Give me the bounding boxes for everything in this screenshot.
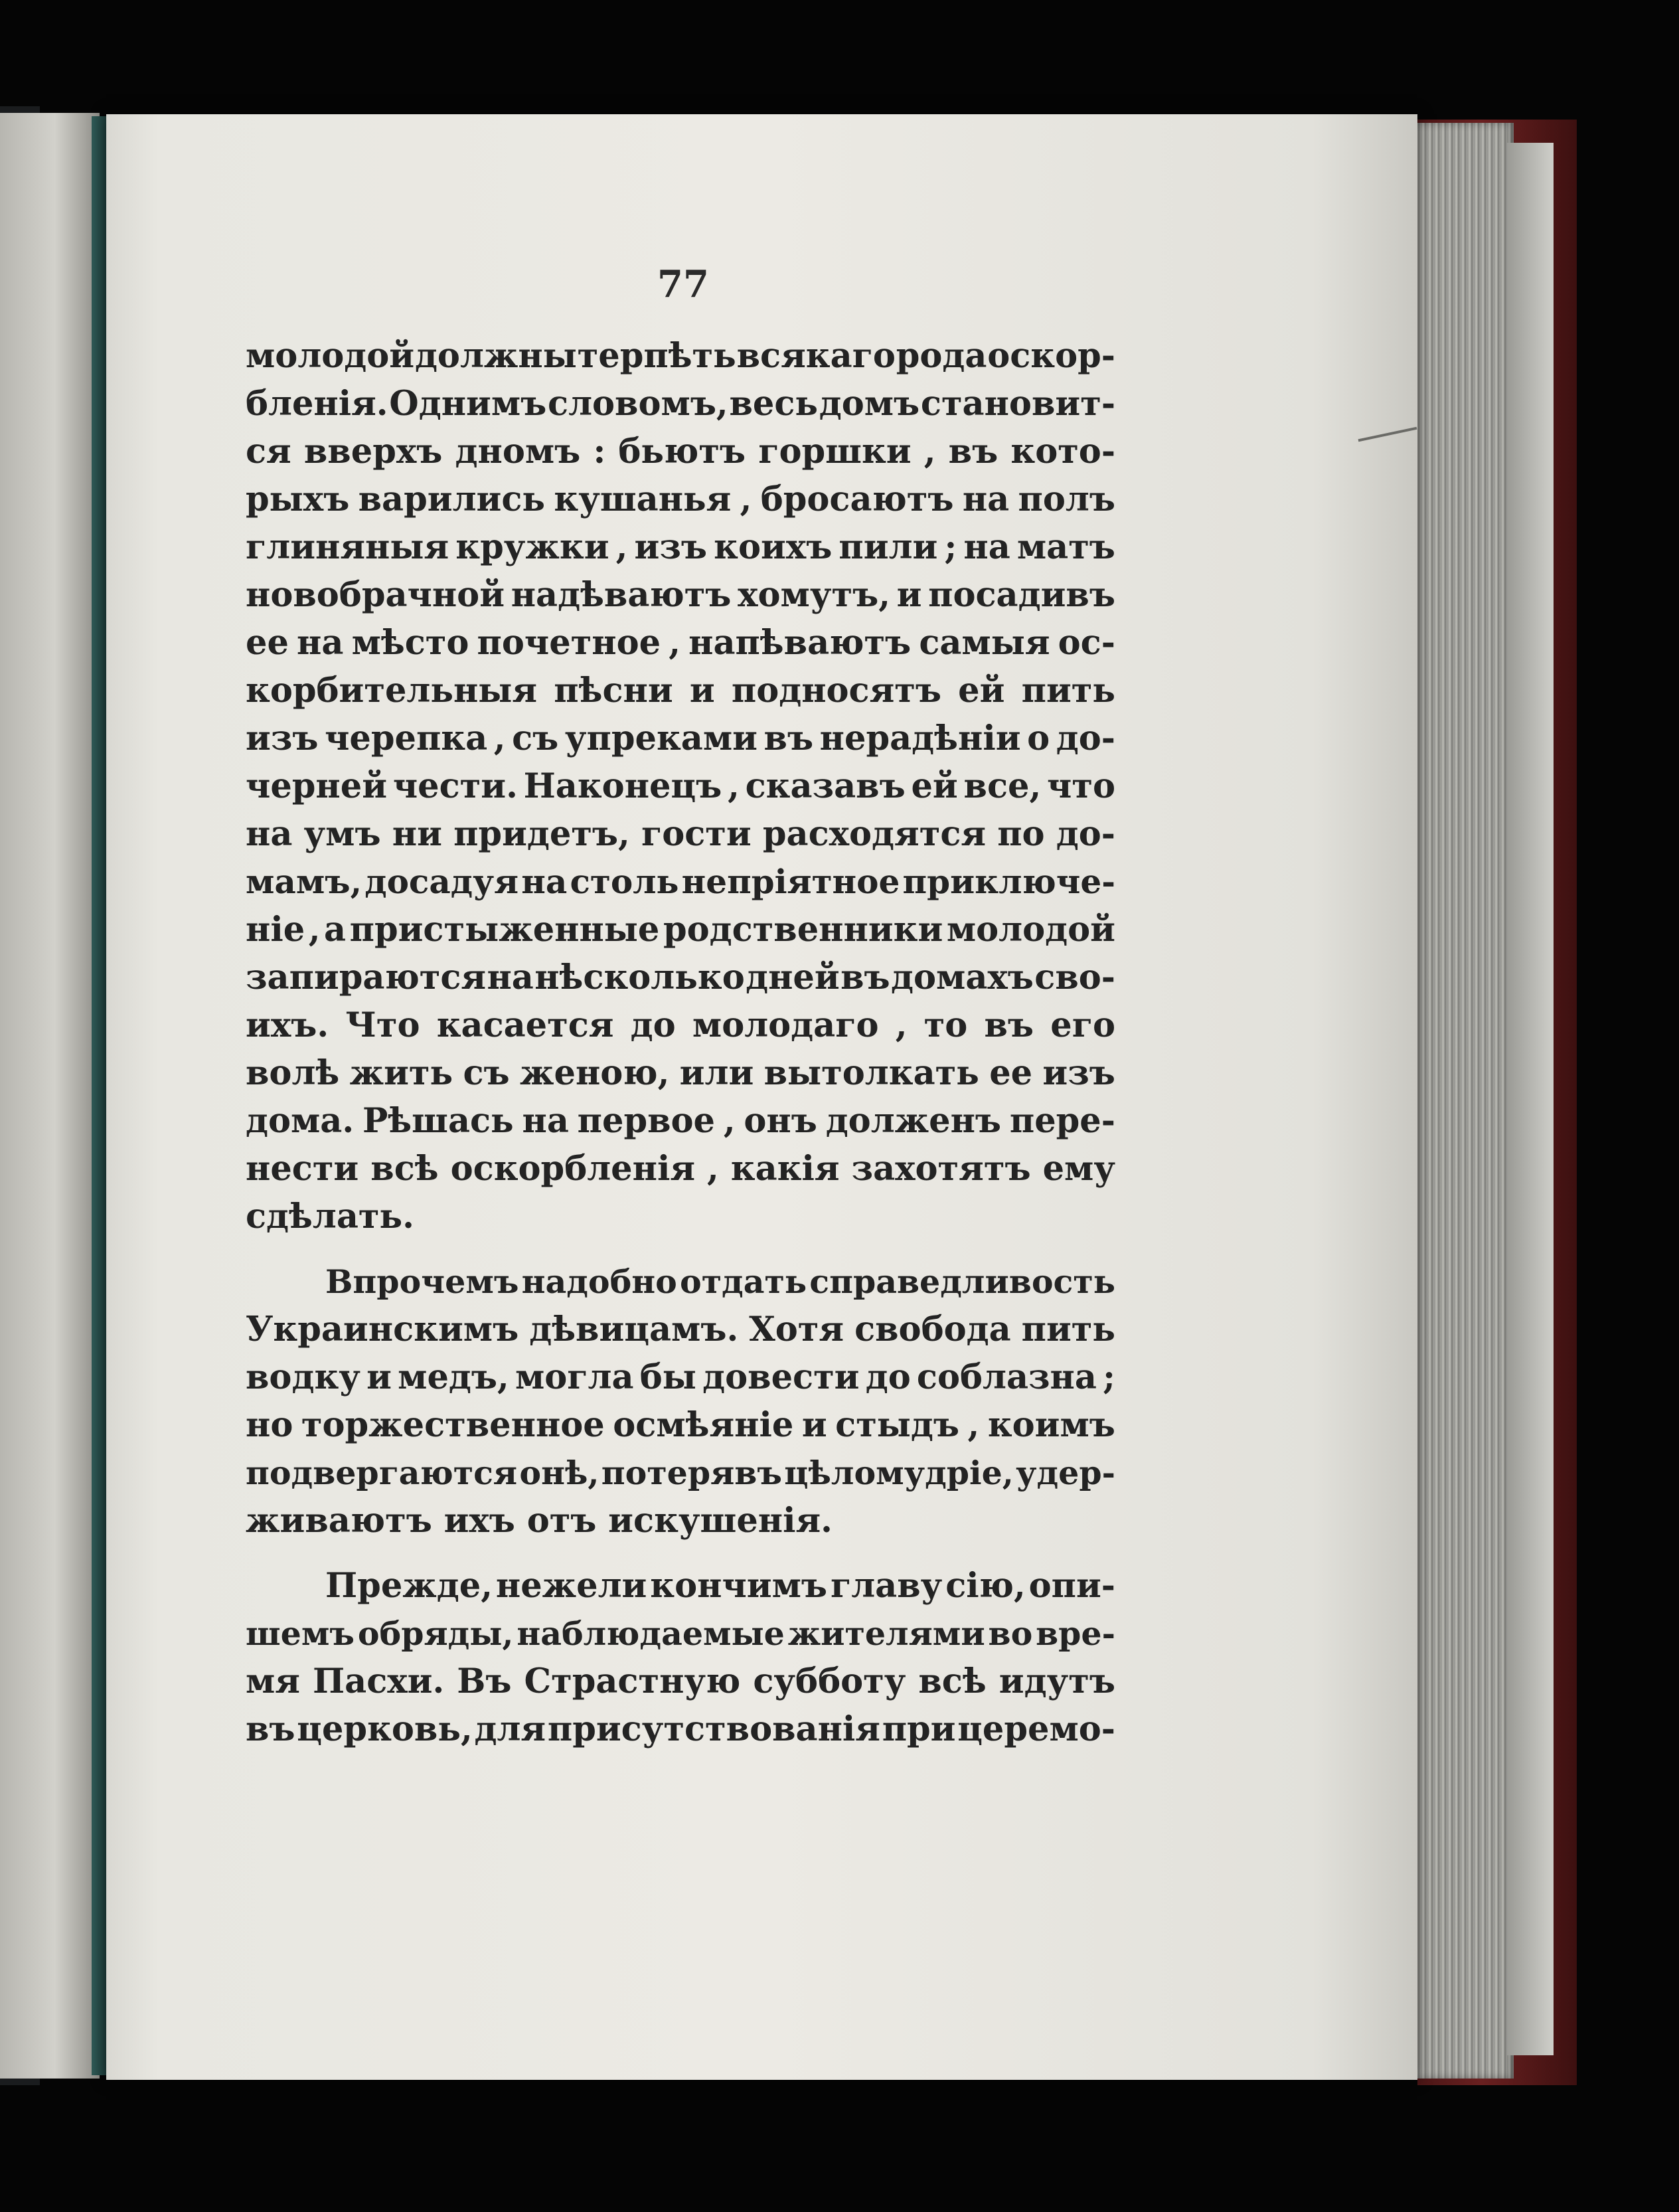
text-line: ее на мѣсто почетное , напѣваютъ самыя ос- bbox=[246, 623, 1115, 663]
text-line: волѣ жить съ женою, или вытолкать ее изъ bbox=[246, 1053, 1115, 1093]
facing-page-edge bbox=[0, 113, 100, 2079]
text-line: изъ черепка , съ упреками въ нерадѣніи о до- bbox=[246, 719, 1115, 758]
text-line: молодой должны терпѣть всякаго рода оскор- bbox=[246, 336, 1115, 376]
text-line: глиняныя кружки , изъ коихъ пили ; на матъ bbox=[246, 527, 1115, 567]
text-line: въ церковь, для присутствованія при церемо- bbox=[246, 1709, 1115, 1749]
text-line: бленія. Однимъ словомъ, весь домъ становит- bbox=[246, 384, 1115, 424]
text-line: водку и медъ, могла бы довести до соблазна ; bbox=[246, 1357, 1115, 1397]
paragraph-1 bbox=[246, 332, 1115, 1240]
text-line: нести всѣ оскорбленія , какія захотятъ ему bbox=[246, 1149, 1115, 1189]
page-number: 77 bbox=[657, 262, 709, 306]
text-line: на умъ ни придетъ, гости расходятся по до- bbox=[246, 814, 1115, 854]
page-block-fore-edge bbox=[1507, 143, 1554, 2055]
text-line: рыхъ варились кушанья , бросаютъ на полъ bbox=[246, 479, 1115, 519]
text-line: живаютъ ихъ отъ искушенія. bbox=[246, 1501, 833, 1541]
text-line: черней чести. Наконецъ , сказавъ ей все, что bbox=[246, 766, 1115, 806]
text-line: мя Пасхи. Въ Страстную суббoту всѣ идутъ bbox=[246, 1661, 1115, 1701]
text-line: подвергаются онѣ, потерявъ цѣломудріе, удер- bbox=[246, 1454, 1115, 1492]
text-line: шемъ обряды, наблюдаемые жителями во вре- bbox=[246, 1614, 1115, 1653]
body-text bbox=[246, 332, 1115, 1753]
text-line: но торжественное осмѣяніе и стыдъ , коимъ bbox=[246, 1405, 1115, 1445]
text-line: корбительныя пѣсни и подносятъ ей пить bbox=[246, 671, 1115, 711]
text-line: Украинскимъ дѣвицамъ. Хотя свобода пить bbox=[246, 1310, 1115, 1349]
paragraph-3 bbox=[246, 1562, 1115, 1753]
page-block-edges bbox=[1407, 123, 1514, 2079]
text-line: ніе , а пристыженные родственники молодой bbox=[246, 910, 1115, 950]
text-line: мамъ, досадуя на столь непріятное приключе- bbox=[246, 862, 1115, 901]
text-line: дома. Рѣшась на первое , онъ долженъ пере- bbox=[246, 1101, 1115, 1141]
pencil-mark bbox=[1358, 427, 1417, 442]
text-line: Прежде, нежели кончимъ главу сію, опи- bbox=[325, 1566, 1115, 1606]
text-line: запираются на нѣсколько дней въ домахъ сво- bbox=[246, 958, 1115, 997]
paragraph-2 bbox=[246, 1258, 1115, 1545]
text-line: новобрачной надѣваютъ хомутъ, и посадивъ bbox=[246, 575, 1115, 615]
text-line: Впрочемъ надобно отдать справедливость bbox=[325, 1262, 1115, 1301]
text-line: сдѣлать. bbox=[246, 1197, 414, 1236]
text-line: ихъ. Что касается до молодаго , то въ его bbox=[246, 1005, 1115, 1045]
text-line: ся вверхъ дномъ : бьютъ горшки , въ кото- bbox=[246, 432, 1115, 471]
